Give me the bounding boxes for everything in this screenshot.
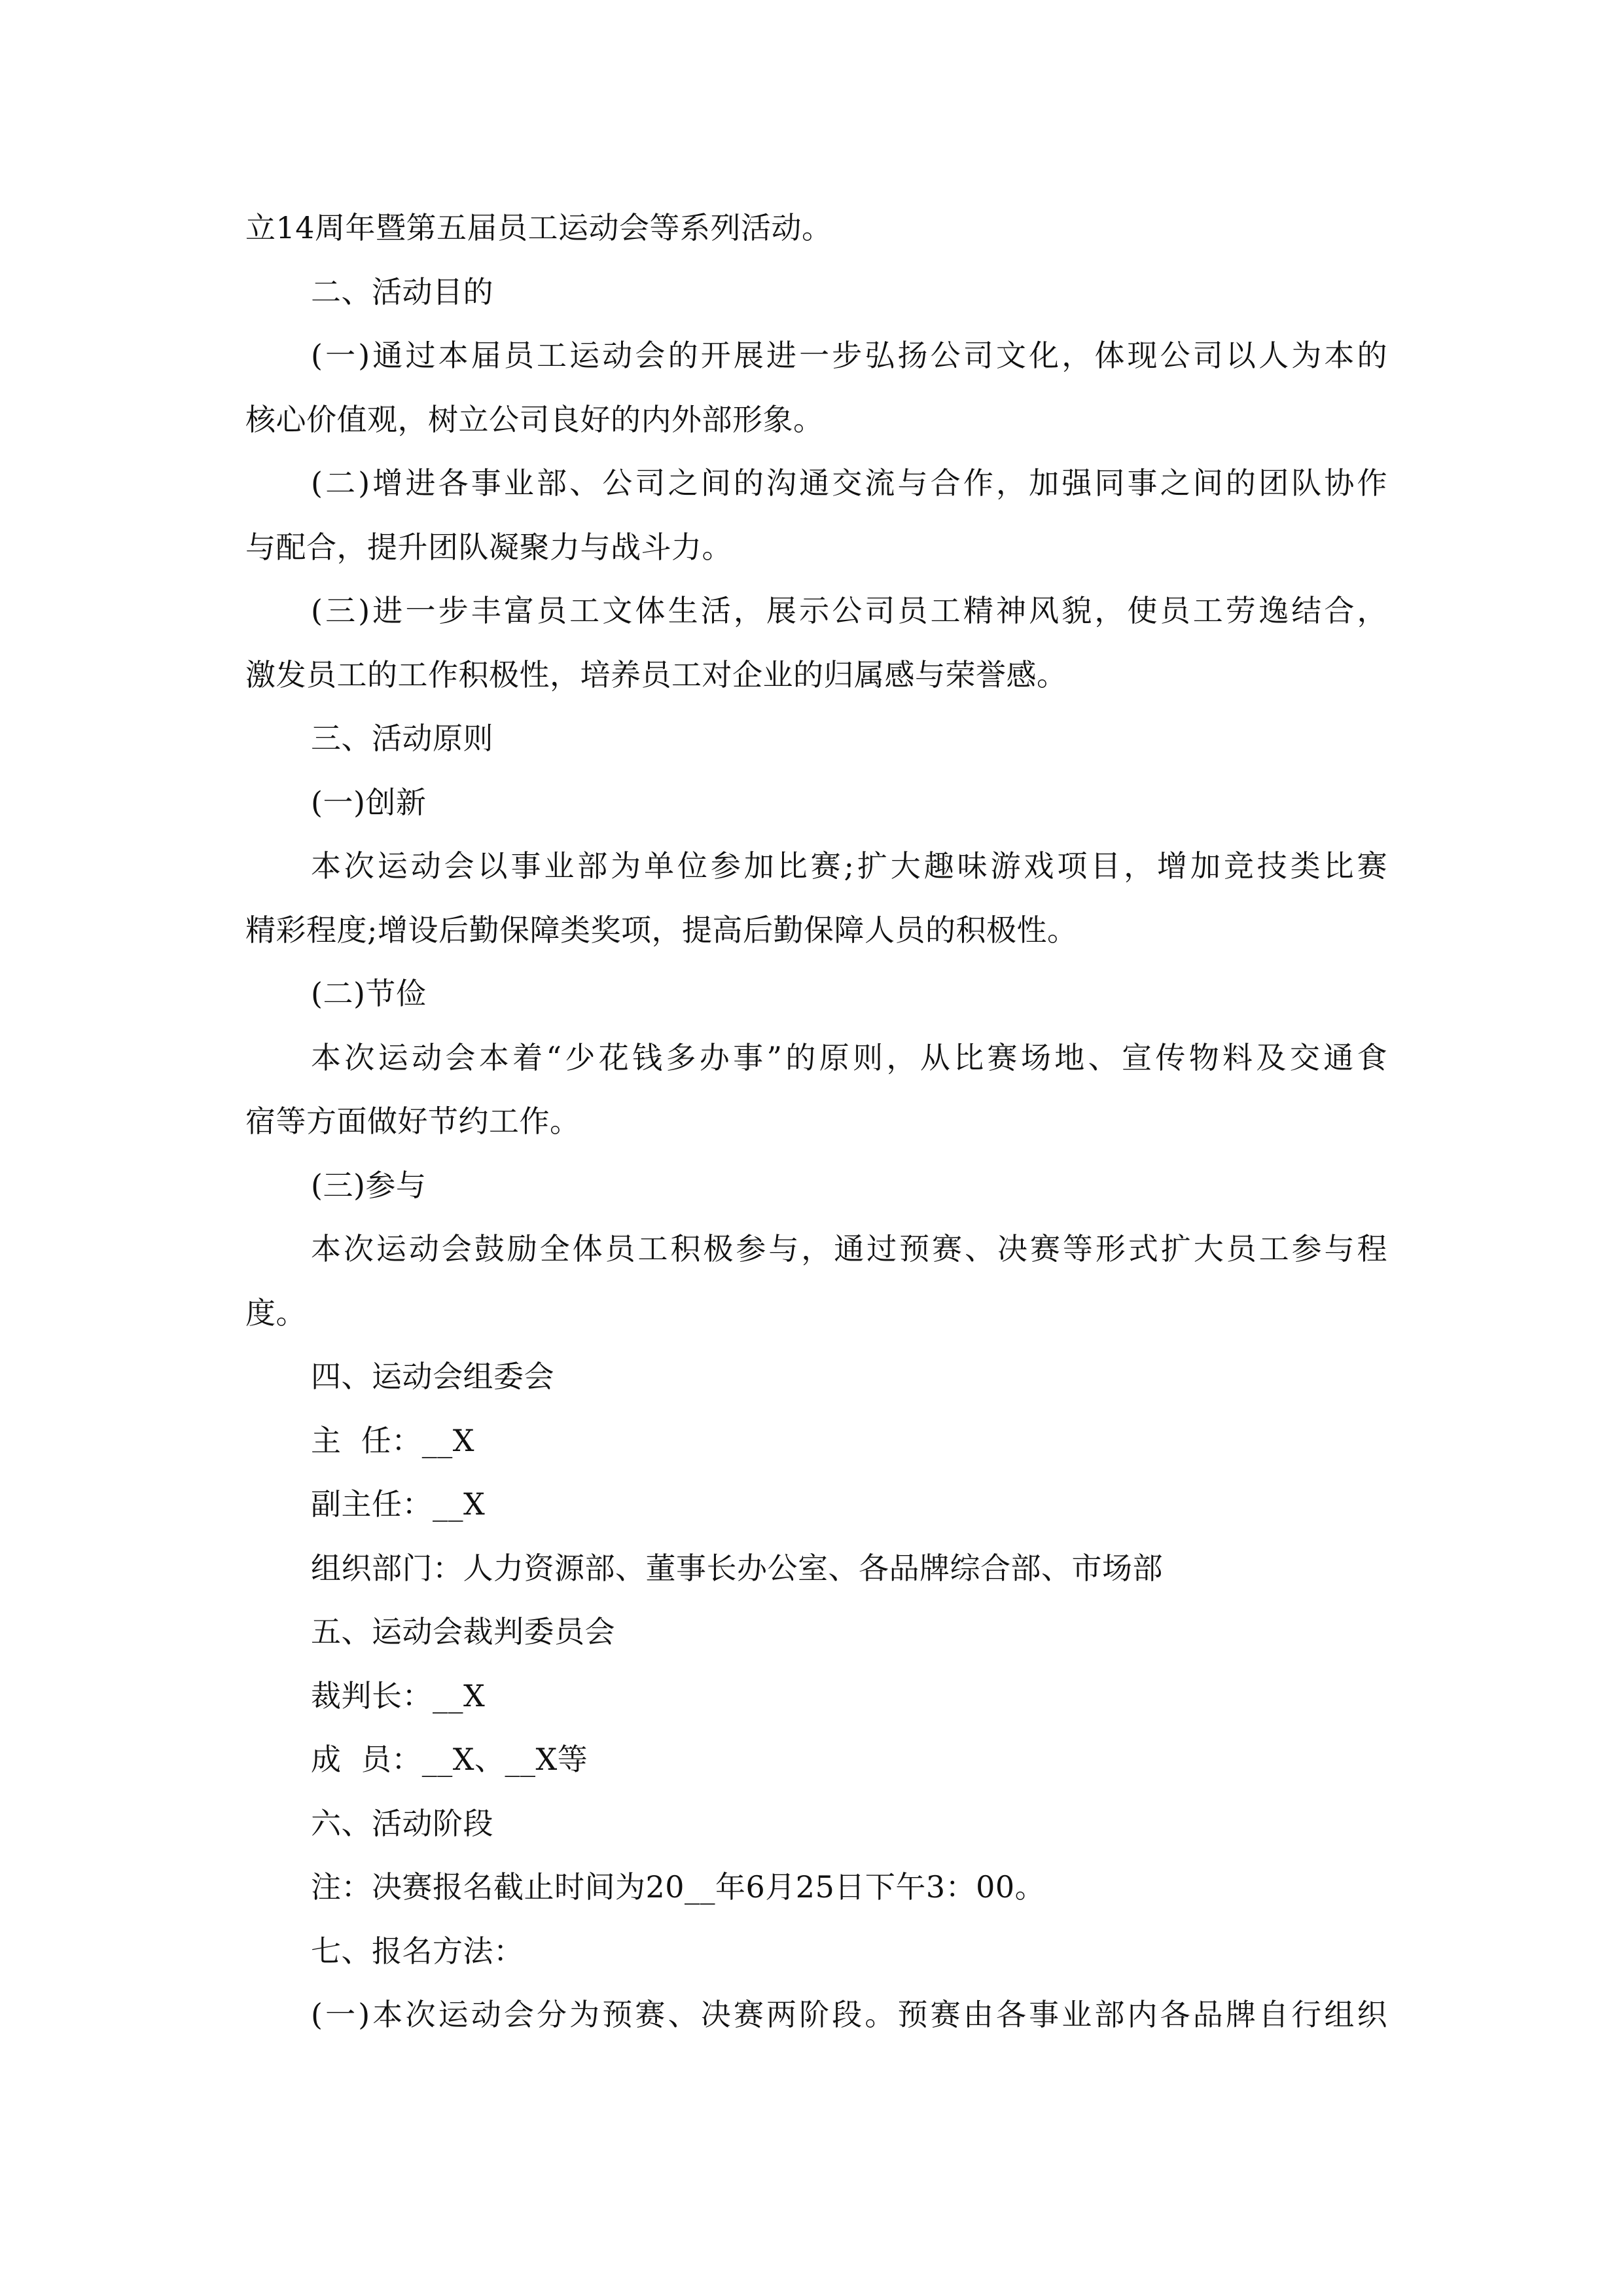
paragraph-line: (三)进一步丰富员工文体生活，展示公司员工精神风貌，使员工劳逸结合，	[311, 593, 1387, 628]
subheading-innovation: (一)创新	[311, 784, 427, 820]
paragraph-line: 激发员工的工作积极性，培养员工对企业的归属感与荣誉感。	[245, 656, 1067, 692]
document-body	[245, 196, 1387, 2047]
section-heading-committee: 四、运动会组委会	[311, 1359, 554, 1394]
paragraph-line: 本次运动会以事业部为单位参加比赛;扩大趣味游戏项目，增加竞技类比赛	[311, 848, 1387, 884]
paragraph-line: 宿等方面做好节约工作。	[245, 1103, 580, 1139]
paragraph-line: 本次运动会鼓励全体员工积极参与，通过预赛、决赛等形式扩大员工参与程	[311, 1231, 1387, 1266]
paragraph-line: 精彩程度;增设后勤保障类奖项，提高后勤保障人员的积极性。	[245, 912, 1078, 948]
referee-members: 成 员：__X、__X等	[311, 1742, 588, 1777]
section-heading-principles: 三、活动原则	[311, 721, 493, 756]
paragraph-line: 核心价值观，树立公司良好的内外部形象。	[245, 401, 824, 437]
section-heading-stages: 六、活动阶段	[311, 1805, 493, 1841]
paragraph-line: (二)增进各事业部、公司之间的沟通交流与合作，加强同事之间的团队协作	[311, 465, 1387, 501]
section-heading-purpose: 二、活动目的	[311, 274, 493, 310]
paragraph-line: 本次运动会本着“少花钱多办事”的原则，从比赛场地、宣传物料及交通食	[311, 1039, 1387, 1075]
section-heading-registration: 七、报名方法：	[311, 1933, 524, 1969]
paragraph-line: 与配合，提升团队凝聚力与战斗力。	[245, 529, 732, 565]
text-line-continuation: 立14周年暨第五届员工运动会等系列活动。	[245, 210, 832, 245]
subheading-participation: (三)参与	[311, 1167, 427, 1203]
committee-departments: 组织部门：人力资源部、董事长办公室、各品牌综合部、市场部	[311, 1550, 1163, 1586]
section-heading-referee: 五、运动会裁判委员会	[311, 1614, 615, 1649]
deadline-note: 注：决赛报名截止时间为20__年6月25日下午3：00。	[311, 1869, 1046, 1905]
referee-chief: 裁判长：__X	[311, 1677, 486, 1713]
subheading-frugality: (二)节俭	[311, 976, 427, 1011]
committee-director: 主 任：__X	[311, 1422, 474, 1458]
paragraph-line: 度。	[245, 1295, 306, 1331]
paragraph-line: (一)通过本届员工运动会的开展进一步弘扬公司文化，体现公司以人为本的	[311, 338, 1387, 373]
paragraph-line: (一)本次运动会分为预赛、决赛两阶段。预赛由各事业部内各品牌自行组织	[311, 1997, 1387, 2032]
committee-deputy-director: 副主任：__X	[311, 1486, 486, 1522]
